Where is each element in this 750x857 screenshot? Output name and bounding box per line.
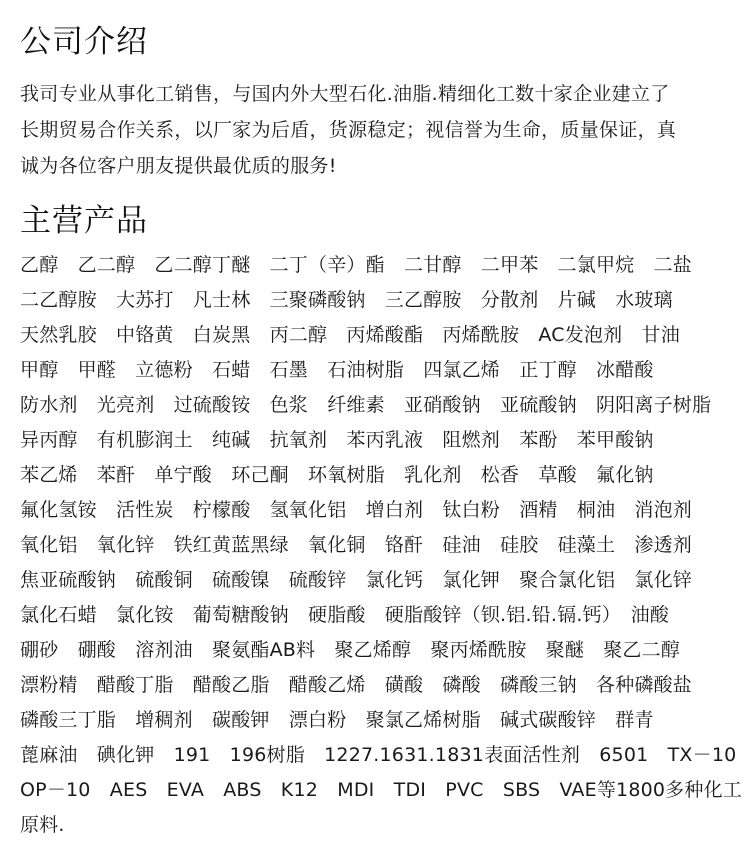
- company-intro-paragraph: [20, 76, 735, 184]
- product-list: [20, 248, 740, 843]
- company-intro-heading: 公司介绍: [20, 24, 148, 60]
- intro-line: 我司专业从事化工销售，与国内外大型石化.油脂.精细化工数十家企业建立了: [20, 83, 670, 105]
- intro-line: 长期贸易合作关系，以厂家为后盾，货源稳定；视信誉为生命，质量保证，真: [20, 119, 677, 141]
- intro-line: 诚为各位客户朋友提供最优质的服务!: [20, 155, 337, 177]
- product-line: 氟化氢铵 活性炭 柠檬酸 氢氧化铝 增白剂 钛白粉 酒精 桐油 消泡剂: [20, 499, 693, 521]
- product-line: 焦亚硫酸钠 硫酸铜 硫酸镍 硫酸锌 氯化钙 氯化钾 聚合氯化铝 氯化锌: [20, 569, 693, 591]
- product-line: 天然乳胶 中铬黄 白炭黑 丙二醇 丙烯酸酯 丙烯酰胺 AC发泡剂 甘油: [20, 324, 680, 346]
- product-line: 硼砂 硼酸 溶剂油 聚氨酯AB料 聚乙烯醇 聚丙烯酰胺 聚醚 聚乙二醇: [20, 639, 681, 661]
- product-line: 异丙醇 有机膨润土 纯碱 抗氧剂 苯丙乳液 阻燃剂 苯酚 苯甲酸钠: [20, 429, 654, 451]
- product-line: 氯化石蜡 氯化铵 葡萄糖酸钠 硬脂酸 硬脂酸锌（钡.铝.铅.镉.钙） 油酸: [20, 604, 670, 626]
- product-line: 磷酸三丁脂 增稠剂 碳酸钾 漂白粉 聚氯乙烯树脂 碱式碳酸锌 群青: [20, 709, 654, 731]
- product-line: 乙醇 乙二醇 乙二醇丁醚 二丁（辛）酯 二甘醇 二甲苯 二氯甲烷 二盐: [20, 254, 693, 276]
- product-line: 防水剂 光亮剂 过硫酸铵 色浆 纤维素 亚硝酸钠 亚硫酸钠 阴阳离子树脂: [20, 394, 712, 416]
- product-line: 蓖麻油 碘化钾 191 196树脂 1227.1631.1831表面活性剂 6501 TX－10: [20, 744, 737, 766]
- product-line: 氧化铝 氧化锌 铁红黄蓝黑绿 氧化铜 铬酐 硅油 硅胶 硅藻土 渗透剂: [20, 534, 693, 556]
- product-line: 二乙醇胺 大苏打 凡士林 三聚磷酸钠 三乙醇胺 分散剂 片碱 水玻璃: [20, 289, 673, 311]
- product-line: 原料.: [20, 814, 65, 836]
- product-line: 甲醇 甲醛 立德粉 石蜡 石墨 石油树脂 四氯乙烯 正丁醇 冰醋酸: [20, 359, 654, 381]
- main-products-heading: 主营产品: [20, 203, 148, 239]
- product-line: OP－10 AES EVA ABS K12 MDI TDI PVC SBS VAE等1800多种化工: [20, 779, 742, 801]
- product-line: 苯乙烯 苯酐 单宁酸 环己酮 环氧树脂 乳化剂 松香 草酸 氟化钠: [20, 464, 654, 486]
- product-line: 漂粉精 醋酸丁脂 醋酸乙脂 醋酸乙烯 磺酸 磷酸 磷酸三钠 各种磷酸盐: [20, 674, 693, 696]
